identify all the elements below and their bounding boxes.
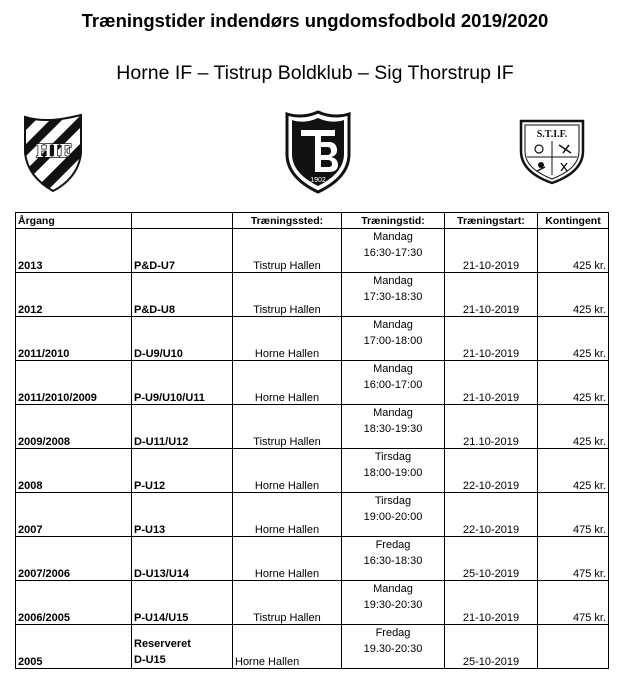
start-cell: 22-10-2019 [445, 449, 538, 493]
time-text: 19:00-20:00 [363, 511, 423, 523]
fee-cell [538, 625, 609, 669]
team-line-1: Reserveret [134, 638, 191, 650]
day-text: Mandag [373, 407, 413, 419]
time-text: 16:30-18:30 [363, 555, 423, 567]
fee-cell: 425 kr. [538, 317, 609, 361]
day-text: Mandag [373, 583, 413, 595]
place-cell: Horne Hallen [233, 361, 342, 405]
start-cell: 22-10-2019 [445, 493, 538, 537]
fee-cell: 475 kr. [538, 493, 609, 537]
fee-cell: 425 kr. [538, 449, 609, 493]
time-cell [342, 273, 445, 317]
table-row [16, 361, 609, 405]
time-cell [342, 361, 445, 405]
team-cell: P&D-U7 [132, 229, 233, 273]
start-cell: 21-10-2019 [445, 273, 538, 317]
table-row [16, 493, 609, 537]
place-cell: Tistrup Hallen [233, 273, 342, 317]
fee-cell: 425 kr. [538, 405, 609, 449]
place-cell: Horne Hallen [233, 625, 342, 669]
time-text: 16:30-17:30 [363, 247, 423, 259]
time-text: 18:30-19:30 [363, 423, 423, 435]
year-cell: 2009/2008 [16, 405, 132, 449]
team-cell: P&D-U8 [132, 273, 233, 317]
column-header-traeningstid: Træningstid: [342, 213, 445, 229]
team-cell: D-U13/U14 [132, 537, 233, 581]
team-cell [132, 625, 233, 669]
day-text: Tirsdag [374, 495, 412, 507]
table-row [16, 449, 609, 493]
day-text: Mandag [373, 231, 413, 243]
fee-cell: 425 kr. [538, 361, 609, 405]
year-cell: 2005 [16, 625, 132, 669]
start-cell: 25-10-2019 [445, 625, 538, 669]
time-text: 19.30-20:30 [363, 643, 423, 655]
year-cell: 2006/2005 [16, 581, 132, 625]
year-cell: 2011/2010 [16, 317, 132, 361]
training-schedule-table [15, 212, 609, 669]
time-cell [342, 317, 445, 361]
day-text: Mandag [373, 319, 413, 331]
fee-cell: 475 kr. [538, 537, 609, 581]
start-cell: 21-10-2019 [445, 361, 538, 405]
table-row-last [16, 625, 609, 669]
place-cell: Tistrup Hallen [233, 405, 342, 449]
time-cell [342, 537, 445, 581]
table-header-row [16, 213, 609, 229]
year-cell: 2008 [16, 449, 132, 493]
time-text: 19:30-20:30 [363, 599, 423, 611]
year-cell: 2011/2010/2009 [16, 361, 132, 405]
team-cell: P-U13 [132, 493, 233, 537]
svg-text:S.T.I.F.: S.T.I.F. [536, 129, 568, 140]
time-cell [342, 405, 445, 449]
stif-crest-icon [517, 115, 587, 185]
year-cell: 2012 [16, 273, 132, 317]
team-cell: D-U9/U10 [132, 317, 233, 361]
column-header-kontingent: Kontingent [538, 213, 609, 229]
horne-if-crest-icon [21, 113, 85, 193]
page-subtitle: Horne IF – Tistrup Boldklub – Sig Thorstrup IF [116, 62, 514, 84]
time-text: 16:00-17:00 [363, 379, 423, 391]
time-text: 17:00-18:00 [363, 335, 423, 347]
team-line-2: D-U15 [134, 654, 166, 666]
fee-cell: 475 kr. [538, 581, 609, 625]
day-text: Tirsdag [374, 451, 412, 463]
year-cell: 2007/2006 [16, 537, 132, 581]
team-cell: P-U9/U10/U11 [132, 361, 233, 405]
time-cell [342, 625, 445, 669]
place-cell: Horne Hallen [233, 317, 342, 361]
table-row [16, 537, 609, 581]
day-text: Mandag [373, 275, 413, 287]
start-cell: 21-10-2019 [445, 317, 538, 361]
year-cell: 2013 [16, 229, 132, 273]
start-cell: 25-10-2019 [445, 537, 538, 581]
tistrup-boldklub-crest-icon [283, 110, 353, 194]
time-cell [342, 229, 445, 273]
day-text: Mandag [373, 363, 413, 375]
fee-cell: 425 kr. [538, 229, 609, 273]
team-cell: P-U12 [132, 449, 233, 493]
column-header-traeningssted: Træningssted: [233, 213, 342, 229]
time-text: 18:00-19:00 [363, 467, 423, 479]
page-title: Træningstider indendørs ungdomsfodbold 2019/2020 [81, 10, 549, 31]
table-row [16, 405, 609, 449]
day-text: Fredag [375, 539, 411, 551]
table-row [16, 581, 609, 625]
table-row [16, 273, 609, 317]
svg-text:1902: 1902 [310, 177, 326, 184]
place-cell: Horne Hallen [233, 537, 342, 581]
place-cell: Tistrup Hallen [233, 581, 342, 625]
place-cell: Horne Hallen [233, 493, 342, 537]
start-cell: 21.10-2019 [445, 405, 538, 449]
column-header-team [132, 213, 233, 229]
year-cell: 2007 [16, 493, 132, 537]
time-cell [342, 449, 445, 493]
time-text: 17:30-18:30 [363, 291, 423, 303]
team-cell: P-U14/U15 [132, 581, 233, 625]
column-header-traeningstart: Træningstart: [445, 213, 538, 229]
day-text: Fredag [375, 627, 411, 639]
place-cell: Horne Hallen [233, 449, 342, 493]
table-row [16, 229, 609, 273]
fee-cell: 425 kr. [538, 273, 609, 317]
start-cell: 21-10-2019 [445, 229, 538, 273]
svg-text:HIF: HIF [36, 140, 72, 162]
team-cell: D-U11/U12 [132, 405, 233, 449]
time-cell [342, 493, 445, 537]
column-header-aargang: Årgang [16, 213, 132, 229]
start-cell: 21-10-2019 [445, 581, 538, 625]
table-row [16, 317, 609, 361]
time-cell [342, 581, 445, 625]
place-cell: Tistrup Hallen [233, 229, 342, 273]
